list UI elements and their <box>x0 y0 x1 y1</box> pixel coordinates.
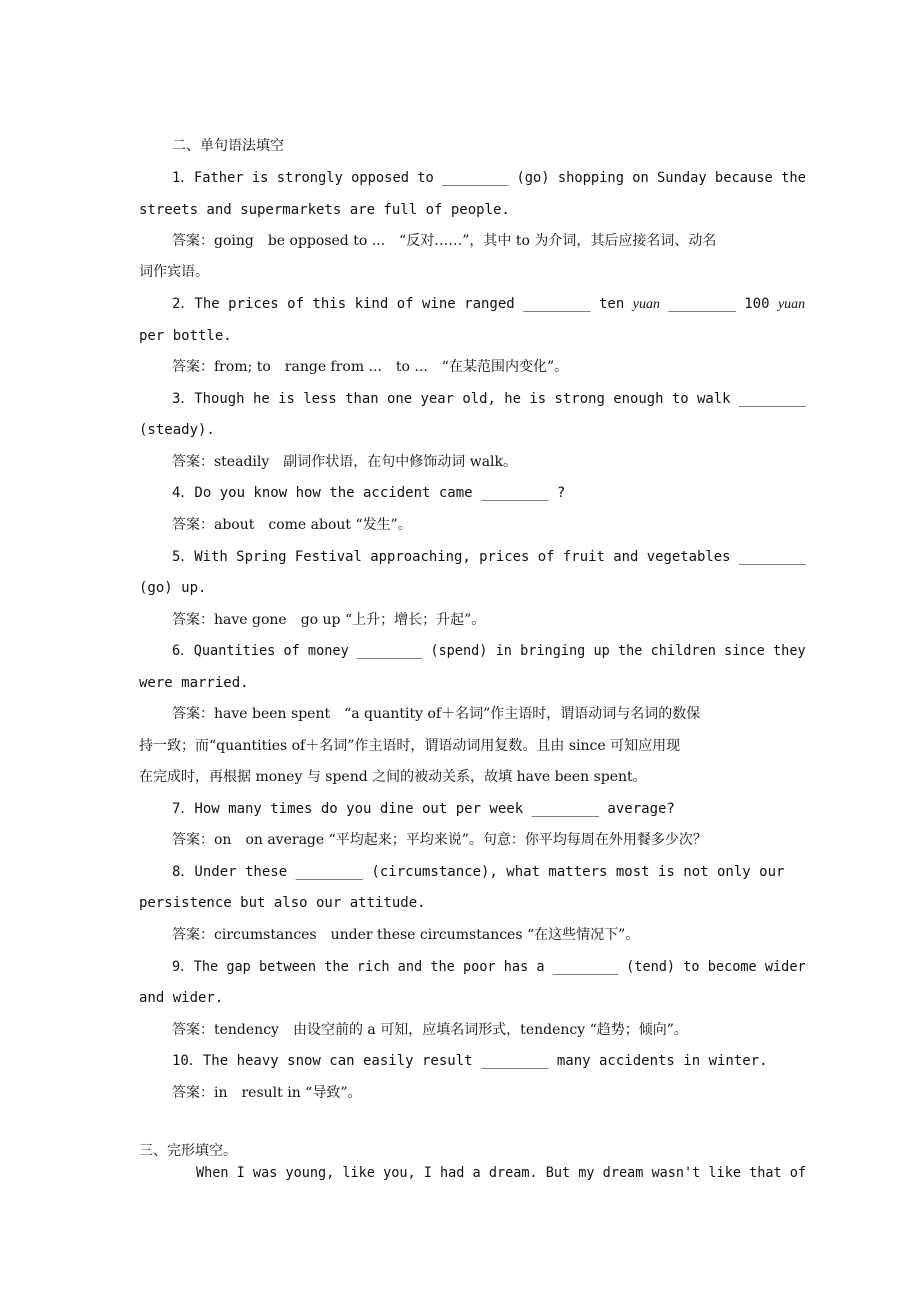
q8-line-1: 8．Under these ________ (circumstance), what matters most is not only our <box>172 864 785 880</box>
q8-answer-1: 答案：circumstances under these circumstances “在这些情况下”。 <box>172 927 640 943</box>
q3-answer-1: 答案：steadily 副词作状语，在句中修饰动词 walk。 <box>172 454 518 470</box>
q5-answer-1: 答案：have gone go up “上升；增长；升起”。 <box>172 612 486 628</box>
q4-answer-1: 答案：about come about “发生”。 <box>172 517 412 533</box>
q6-answer-1: 答案：have been spent “a quantity of＋名词”作主语时，谓语动词与名词的数保 <box>172 706 701 722</box>
q6-line-1: 6．Quantities of money ________ (spend) in bringing up the children since they <box>172 643 806 659</box>
q2-line-2: per bottle. <box>139 328 232 344</box>
q7-answer-1: 答案：on on average “平均起来；平均来说”。句意：你平均每周在外用餐多少次？ <box>172 832 707 848</box>
q2-line-1 <box>172 294 805 314</box>
section-2-title: 二、单句语法填空 <box>172 138 284 154</box>
q1-answer-1: 答案：going be opposed to ... “反对……”，其中 to 为介词，其后应接名词、动名 <box>172 233 717 249</box>
q8-line-2: persistence but also our attitude. <box>139 895 426 911</box>
q5-line-1: 5．With Spring Festival approaching, prices of fruit and vegetables ________ <box>172 549 806 565</box>
q9-line-1: 9．The gap between the rich and the poor has a ________ (tend) to become wider <box>172 959 806 975</box>
q2-yuan-1: yuan <box>632 297 660 312</box>
q6-answer-3: 在完成时，再根据 money 与 spend 之间的被动关系，故填 have been spent。 <box>139 769 647 785</box>
q2-line-1-part-a: 2．The prices of this kind of wine ranged ________ ten <box>172 296 633 312</box>
q2-line-1-part-b: ________ 100 <box>659 296 778 312</box>
q1-line-2: streets and supermarkets are full of people. <box>139 202 510 218</box>
q10-answer-1: 答案：in result in “导致”。 <box>172 1085 362 1101</box>
q9-line-2: and wider. <box>139 990 224 1006</box>
q3-line-2: (steady). <box>139 422 215 438</box>
q4-line-1: 4．Do you know how the accident came ________ ? <box>172 485 566 501</box>
q1-answer-2: 词作宾语。 <box>139 264 209 280</box>
q6-answer-2: 持一致；而“quantities of＋名词”作主语时，谓语动词用复数。且由 since 可知应用现 <box>139 738 681 754</box>
q7-line-1: 7．How many times do you dine out per week ________ average? <box>172 801 675 817</box>
q5-line-2: (go) up. <box>139 580 207 596</box>
q2-answer-1: 答案：from; to range from ... to ... “在某范围内变化”。 <box>172 359 569 375</box>
q1-line-1: 1．Father is strongly opposed to ________ (go) shopping on Sunday because the <box>172 170 806 186</box>
q6-line-2: were married. <box>139 675 249 691</box>
q3-line-1: 3．Though he is less than one year old, he is strong enough to walk ________ <box>172 391 806 407</box>
q2-yuan-2: yuan <box>777 297 806 312</box>
section-3-paragraph-1: When I was young, like you, I had a dream. But my dream wasn't like that of <box>196 1165 807 1181</box>
section-3-title: 三、完形填空。 <box>139 1143 237 1159</box>
q9-answer-1: 答案：tendency 由设空前的 a 可知，应填名词形式，tendency “趋势；倾向”。 <box>172 1022 688 1038</box>
q10-line-1: 10．The heavy snow can easily result ________ many accidents in winter. <box>172 1053 768 1069</box>
